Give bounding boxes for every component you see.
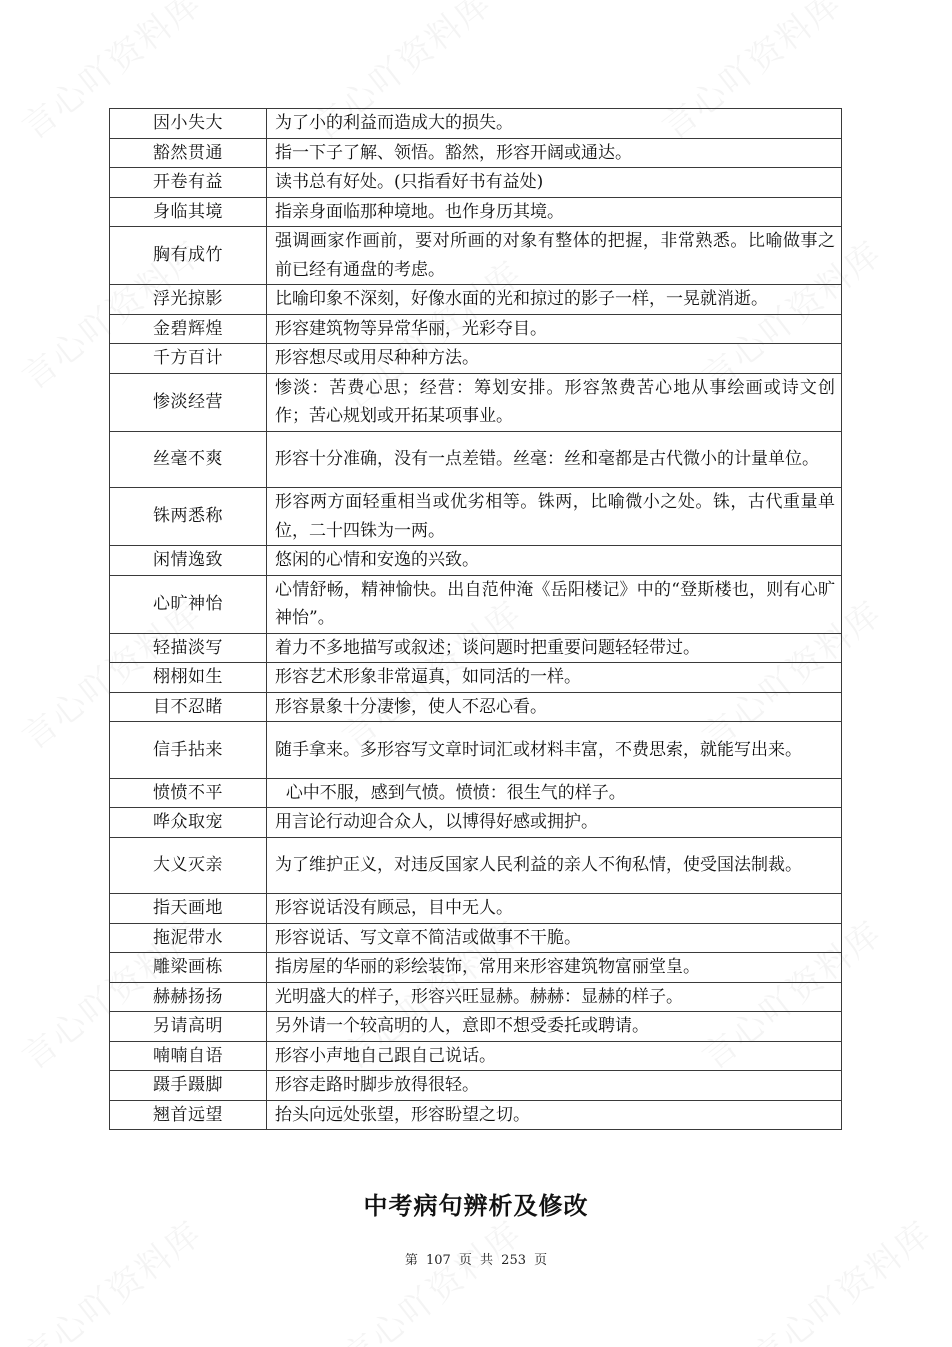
idiom-term-cell: 千方百计 — [110, 344, 267, 374]
table-row — [110, 722, 842, 779]
idiom-definition-cell: 悠闲的心情和安逸的兴致。 — [267, 546, 842, 576]
table-row — [110, 953, 842, 983]
table-row — [110, 894, 842, 924]
table-row — [110, 1100, 842, 1130]
idiom-definition-cell: 另外请一个较高明的人，意即不想受委托或聘请。 — [267, 1012, 842, 1042]
idiom-term-cell: 信手拈来 — [110, 722, 267, 779]
table-row — [110, 1071, 842, 1101]
idiom-definition-cell: 为了维护正义，对违反国家人民利益的亲人不徇私情，使受国法制裁。 — [267, 837, 842, 894]
idiom-definition-cell: 形容说话、写文章不简洁或做事不干脆。 — [267, 923, 842, 953]
table-row — [110, 109, 842, 139]
idiom-definition-cell: 惨淡：苦费心思；经营：筹划安排。形容煞费苦心地从事绘画或诗文创作；苦心规划或开拓某项事业。 — [267, 373, 842, 431]
table-row — [110, 314, 842, 344]
idiom-definition-cell: 形容十分准确，没有一点差错。丝毫：丝和毫都是古代微小的计量单位。 — [267, 431, 842, 488]
table-row — [110, 575, 842, 633]
idiom-definition-cell: 形容景象十分凄惨，使人不忍心看。 — [267, 692, 842, 722]
table-row — [110, 373, 842, 431]
table-row — [110, 344, 842, 374]
idiom-term-cell: 因小失大 — [110, 109, 267, 139]
table-row — [110, 1012, 842, 1042]
section-heading: 中考病句辨析及修改 — [363, 1192, 589, 1220]
idiom-term-cell: 浮光掠影 — [110, 285, 267, 315]
idiom-definition-cell: 光明盛大的样子，形容兴旺显赫。赫赫：显赫的样子。 — [267, 982, 842, 1012]
table-row — [110, 663, 842, 693]
idiom-term-cell: 栩栩如生 — [110, 663, 267, 693]
idiom-definition-cell: 读书总有好处。(只指看好书有益处) — [267, 168, 842, 198]
idiom-definition-cell: 形容走路时脚步放得很轻。 — [267, 1071, 842, 1101]
idiom-term-cell: 大义灭亲 — [110, 837, 267, 894]
idiom-table-body — [110, 109, 842, 1130]
idiom-term-cell: 闲情逸致 — [110, 546, 267, 576]
idiom-term-cell: 身临其境 — [110, 197, 267, 227]
idiom-definition-cell: 指一下子了解、领悟。豁然，形容开阔或通达。 — [267, 138, 842, 168]
table-row — [110, 197, 842, 227]
idiom-definition-cell: 强调画家作画前，要对所画的对象有整体的把握，非常熟悉。比喻做事之前已经有通盘的考虑。 — [267, 227, 842, 285]
idiom-definition-cell: 形容小声地自己跟自己说话。 — [267, 1041, 842, 1071]
idiom-definition-cell: 用言论行动迎合众人，以博得好感或拥护。 — [267, 808, 842, 838]
page-number-footer: 第 107 页 共 253 页 — [404, 1253, 548, 1268]
idiom-definition-cell: 形容两方面轻重相当或优劣相等。铢两，比喻微小之处。铢，古代重量单位，二十四铢为一两。 — [267, 488, 842, 546]
table-row — [110, 837, 842, 894]
idiom-term-cell: 胸有成竹 — [110, 227, 267, 285]
table-row — [110, 982, 842, 1012]
idiom-term-cell: 赫赫扬扬 — [110, 982, 267, 1012]
idiom-definition-cell: 着力不多地描写或叙述；谈问题时把重要问题轻轻带过。 — [267, 633, 842, 663]
idiom-term-cell: 金碧辉煌 — [110, 314, 267, 344]
idiom-definition-cell: 心中不服，感到气愤。愤愤：很生气的样子。 — [267, 778, 842, 808]
table-row — [110, 923, 842, 953]
idiom-term-cell: 目不忍睹 — [110, 692, 267, 722]
idiom-term-cell: 翘首远望 — [110, 1100, 267, 1130]
table-row — [110, 431, 842, 488]
idiom-definition-cell: 为了小的利益而造成大的损失。 — [267, 109, 842, 139]
idiom-term-cell: 惨淡经营 — [110, 373, 267, 431]
idiom-term-cell: 拖泥带水 — [110, 923, 267, 953]
table-row — [110, 168, 842, 198]
table-row — [110, 633, 842, 663]
table-row — [110, 692, 842, 722]
idiom-definition-table — [109, 108, 842, 1130]
idiom-term-cell: 蹑手蹑脚 — [110, 1071, 267, 1101]
idiom-term-cell: 喃喃自语 — [110, 1041, 267, 1071]
idiom-definition-cell: 形容艺术形象非常逼真，如同活的一样。 — [267, 663, 842, 693]
idiom-term-cell: 指天画地 — [110, 894, 267, 924]
idiom-definition-cell: 随手拿来。多形容写文章时词汇或材料丰富，不费思索，就能写出来。 — [267, 722, 842, 779]
idiom-definition-cell: 指亲身面临那种境地。也作身历其境。 — [267, 197, 842, 227]
table-row — [110, 138, 842, 168]
idiom-definition-cell: 形容说话没有顾忌，目中无人。 — [267, 894, 842, 924]
idiom-definition-cell: 形容建筑物等异常华丽，光彩夺目。 — [267, 314, 842, 344]
table-row — [110, 227, 842, 285]
idiom-term-cell: 丝毫不爽 — [110, 431, 267, 488]
idiom-term-cell: 轻描淡写 — [110, 633, 267, 663]
idiom-definition-cell: 指房屋的华丽的彩绘装饰，常用来形容建筑物富丽堂皇。 — [267, 953, 842, 983]
table-row — [110, 285, 842, 315]
idiom-definition-cell: 比喻印象不深刻，好像水面的光和掠过的影子一样，一晃就消逝。 — [267, 285, 842, 315]
idiom-definition-cell: 形容想尽或用尽种种方法。 — [267, 344, 842, 374]
idiom-term-cell: 开卷有益 — [110, 168, 267, 198]
table-row — [110, 546, 842, 576]
table-row — [110, 778, 842, 808]
idiom-term-cell: 铢两悉称 — [110, 488, 267, 546]
idiom-term-cell: 豁然贯通 — [110, 138, 267, 168]
idiom-definition-cell: 抬头向远处张望，形容盼望之切。 — [267, 1100, 842, 1130]
idiom-definition-cell: 心情舒畅，精神愉快。出自范仲淹《岳阳楼记》中的“登斯楼也，则有心旷神怡”。 — [267, 575, 842, 633]
idiom-term-cell: 雕梁画栋 — [110, 953, 267, 983]
table-row — [110, 808, 842, 838]
idiom-term-cell: 愤愤不平 — [110, 778, 267, 808]
idiom-term-cell: 另请高明 — [110, 1012, 267, 1042]
table-row — [110, 488, 842, 546]
idiom-term-cell: 心旷神怡 — [110, 575, 267, 633]
idiom-term-cell: 哗众取宠 — [110, 808, 267, 838]
table-row — [110, 1041, 842, 1071]
